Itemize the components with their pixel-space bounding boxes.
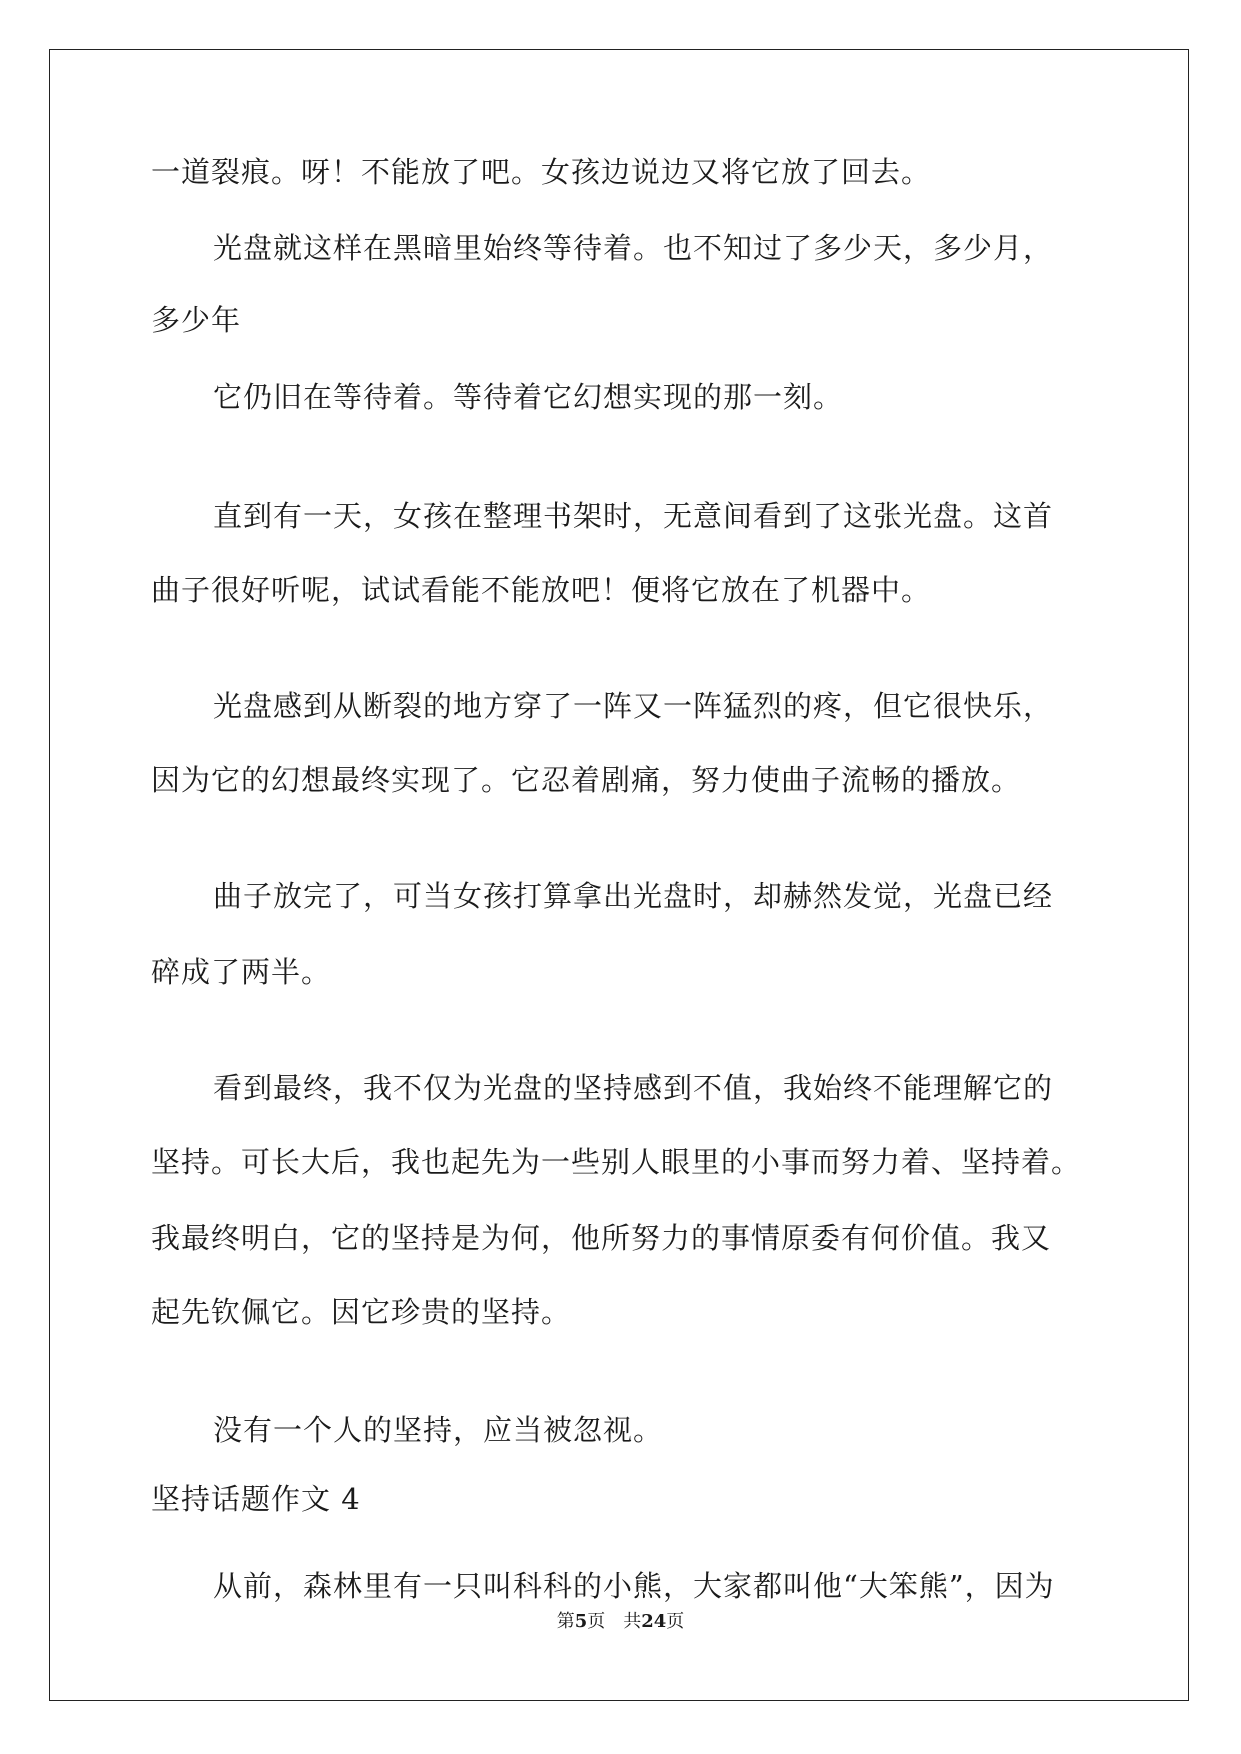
text-line: 看到最终，我不仅为光盘的坚持感到不值，我始终不能理解它的 — [213, 1071, 1054, 1105]
current-page-number: 5 — [574, 1611, 588, 1632]
section-heading: 坚持话题作文 4 — [151, 1482, 361, 1516]
text-line: 没有一个人的坚持，应当被忽视。 — [213, 1413, 664, 1447]
footer-suffix: 页 — [666, 1611, 685, 1632]
text-line: 起先钦佩它。因它珍贵的坚持。 — [151, 1295, 572, 1329]
text-line: 曲子很好听呢，试试看能不能放吧！便将它放在了机器中。 — [151, 573, 932, 607]
page-footer — [0, 1610, 1241, 1634]
text-line: 因为它的幻想最终实现了。它忍着剧痛，努力使曲子流畅的播放。 — [151, 763, 1022, 797]
text-line: 我最终明白，它的坚持是为何，他所努力的事情原委有何价值。我又 — [151, 1221, 1052, 1255]
text-line: 曲子放完了，可当女孩打算拿出光盘时，却赫然发觉，光盘已经 — [213, 879, 1054, 913]
page-border — [49, 49, 1189, 1701]
footer-prefix: 第 — [556, 1611, 575, 1632]
text-line: 一道裂痕。呀！不能放了吧。女孩边说边又将它放了回去。 — [151, 155, 932, 189]
text-line: 碎成了两半。 — [151, 955, 332, 989]
total-page-count: 24 — [641, 1611, 667, 1632]
text-line: 坚持。可长大后，我也起先为一些别人眼里的小事而努力着、坚持着。 — [151, 1145, 1082, 1179]
text-line: 直到有一天，女孩在整理书架时，无意间看到了这张光盘。这首 — [213, 499, 1054, 533]
text-line: 光盘就这样在黑暗里始终等待着。也不知过了多少天，多少月， — [213, 231, 1054, 265]
text-line: 从前，森林里有一只叫科科的小熊，大家都叫他“大笨熊”，因为 — [213, 1569, 1055, 1603]
text-line: 多少年 — [151, 303, 242, 337]
text-line: 它仍旧在等待着。等待着它幻想实现的那一刻。 — [213, 380, 844, 414]
text-line: 光盘感到从断裂的地方穿了一阵又一阵猛烈的疼，但它很快乐， — [213, 689, 1054, 723]
footer-mid: 页 共 — [587, 1611, 642, 1632]
